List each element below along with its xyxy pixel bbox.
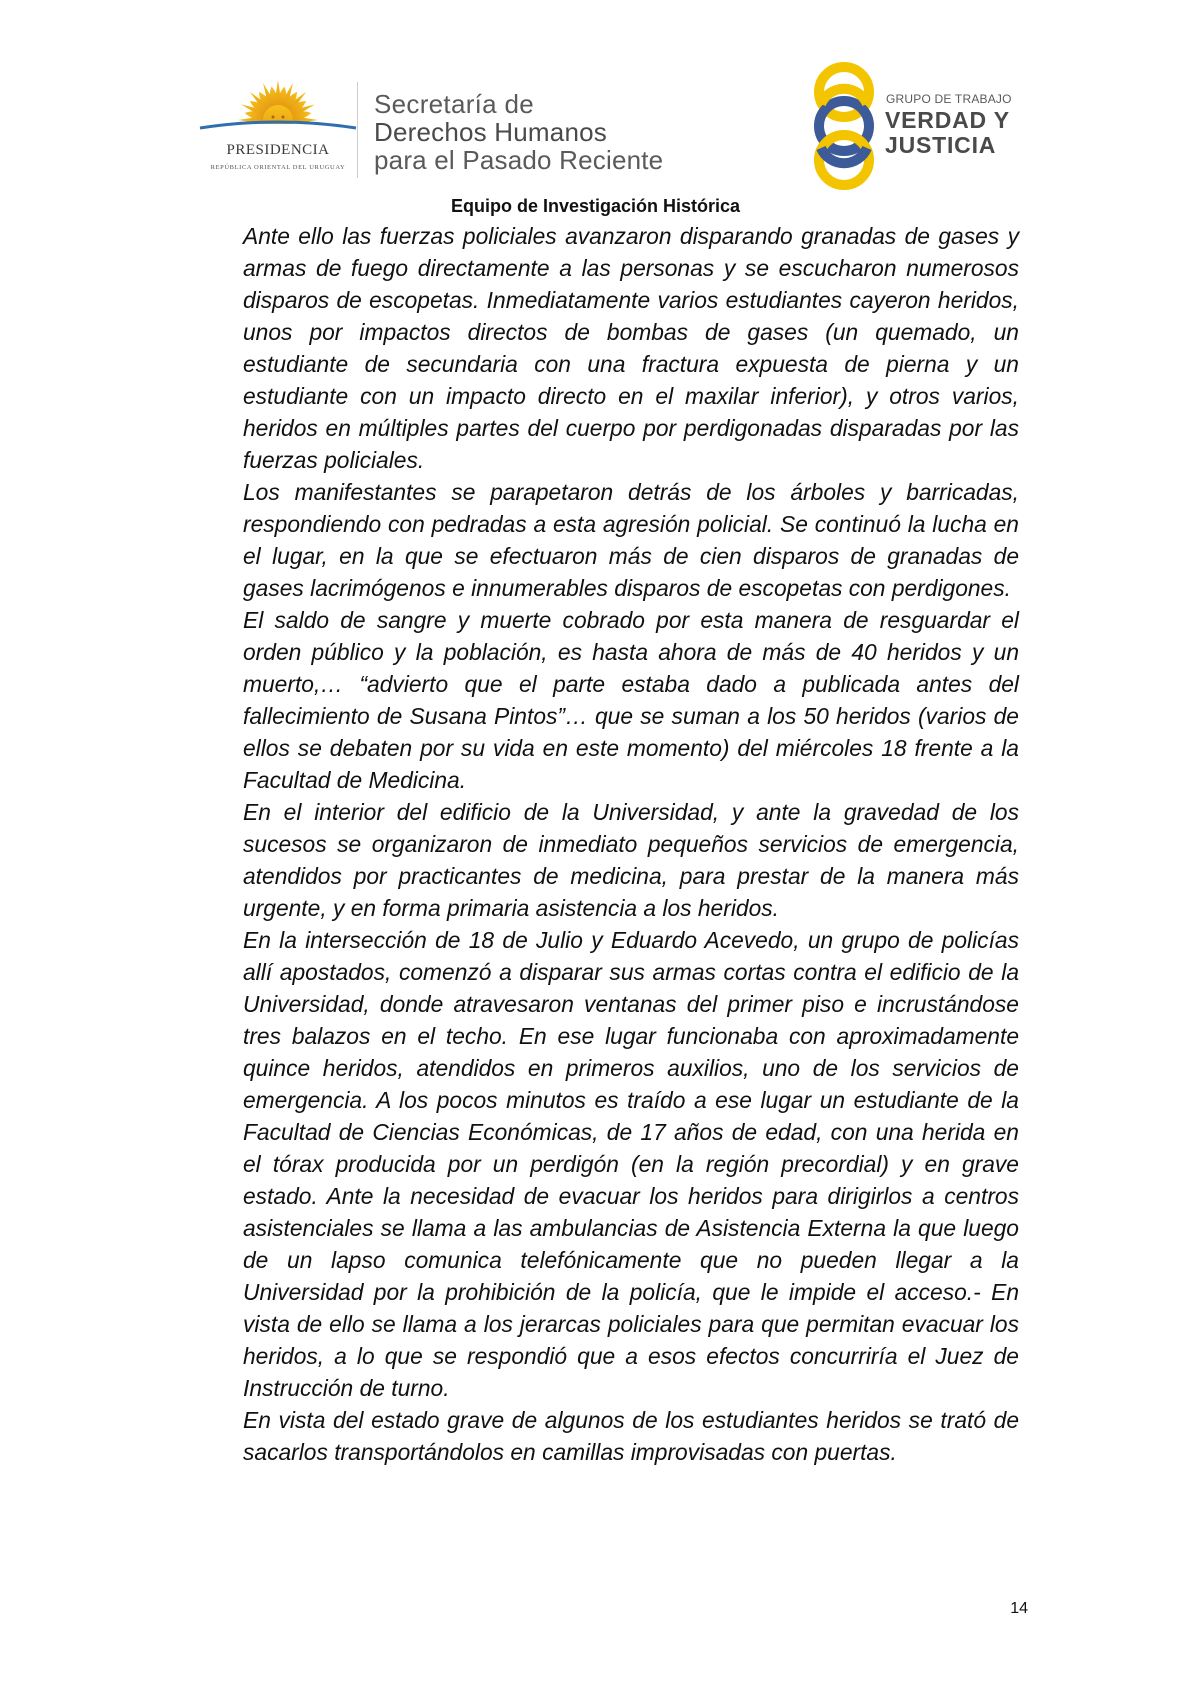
presidencia-logo xyxy=(198,80,358,180)
paragraph-2: Los manifestantes se parapetaron detrás de los árboles y barricadas, respondiendo con pedradas a esta agresión policial. Se continuó la lucha en el lugar, en la que se efectuaron más de cien disparos de granadas de gases lacrimógenos e innumerables disparos de escopetas con perdigones. xyxy=(243,479,1019,601)
chain-rings-icon xyxy=(806,62,886,190)
grupo-line2: VERDAD Y xyxy=(885,107,1010,133)
paragraph-4: En el interior del edificio de la Universidad, y ante la gravedad de los sucesos se organizaron de inmediato pequeños servicios de emergencia, atendidos por practicantes de medicina, para prestar de la manera más urgente, y en forma primaria asistencia a los heridos. xyxy=(243,799,1019,921)
secretaria-line3: para el Pasado Reciente xyxy=(374,145,664,175)
secretaria-title xyxy=(374,90,663,174)
grupo-line3: JUSTICIA xyxy=(885,132,997,158)
secretaria-line2: Derechos Humanos xyxy=(374,117,607,147)
sun-emblem-icon xyxy=(198,80,358,150)
verdad-justicia-logo xyxy=(806,62,1016,190)
paragraph-5: En la intersección de 18 de Julio y Eduardo Acevedo, un grupo de policías allí apostados, comenzó a disparar sus armas cortas contra el edificio de la Universidad, donde atravesaron ventanas del primer piso e incrustándose tres balazos en el techo. En ese lugar funcionaba con aproximadamente quince heridos, atendidos en primeros auxilios, uno de los servicios de emergencia. A los pocos minutos es traído a ese lugar un estudiante de la Facultad de Ciencias Económicas, de 17 años de edad, con una herida en el tórax producida por un perdigón (en la región precordial) y en grave estado. Ante la necesidad de evacuar los heridos para dirigirlos a centros asistenciales se llama a las ambulancias de Asistencia Externa la que luego de un lapso comunica telefónicamente que no pueden llegar a la Universidad por la prohibición de la policía, que le impide el acceso.- En vista de ello se llama a los jerarcas policiales para que permitan evacuar los heridos, a lo que se respondió que a esos efectos concurriría el Juez de Instrucción de turno. xyxy=(243,927,1019,1401)
page-number: 14 xyxy=(1010,1600,1028,1617)
paragraph-1: Ante ello las fuerzas policiales avanzaron disparando granadas de gases y armas de fuego directamente a las personas y se escucharon numerosos disparos de escopetas. Inmediatamente varios estudiantes cayeron heridos, unos por impactos directos de bombas de gases (un quemado, un estudiante de secundaria con una fractura expuesta de pierna y un estudiante con un impacto directo en el maxilar inferior), y otros varios, heridos en múltiples partes del cuerpo por perdigonadas disparadas por las fuerzas policiales. xyxy=(243,223,1019,473)
team-title: Equipo de Investigación Histórica xyxy=(450,196,741,216)
secretaria-line1: Secretaría de xyxy=(374,89,534,119)
paragraph-6: En vista del estado grave de algunos de los estudiantes heridos se trató de sacarlos transportándolos en camillas improvisadas con puertas. xyxy=(243,1407,1019,1465)
presidencia-subtitle: REPÚBLICA ORIENTAL DEL URUGUAY xyxy=(210,164,346,171)
page-header xyxy=(0,0,1191,216)
paragraph-3: El saldo de sangre y muerte cobrado por esta manera de resguardar el orden público y la población, es hasta ahora de más de 40 heridos y un muerto,… “advierto que el parte estaba dado a publicada antes del fallecimiento de Susana Pintos”… que se suman a los 50 heridos (varios de ellos se debaten por su vida en este momento) del miércoles 18 frente a la Facultad de Medicina. xyxy=(243,607,1019,793)
presidencia-name: PRESIDENCIA xyxy=(226,142,330,158)
header-divider xyxy=(357,82,358,178)
grupo-line1: GRUPO DE TRABAJO xyxy=(886,92,1012,106)
body-text xyxy=(243,220,1019,1468)
